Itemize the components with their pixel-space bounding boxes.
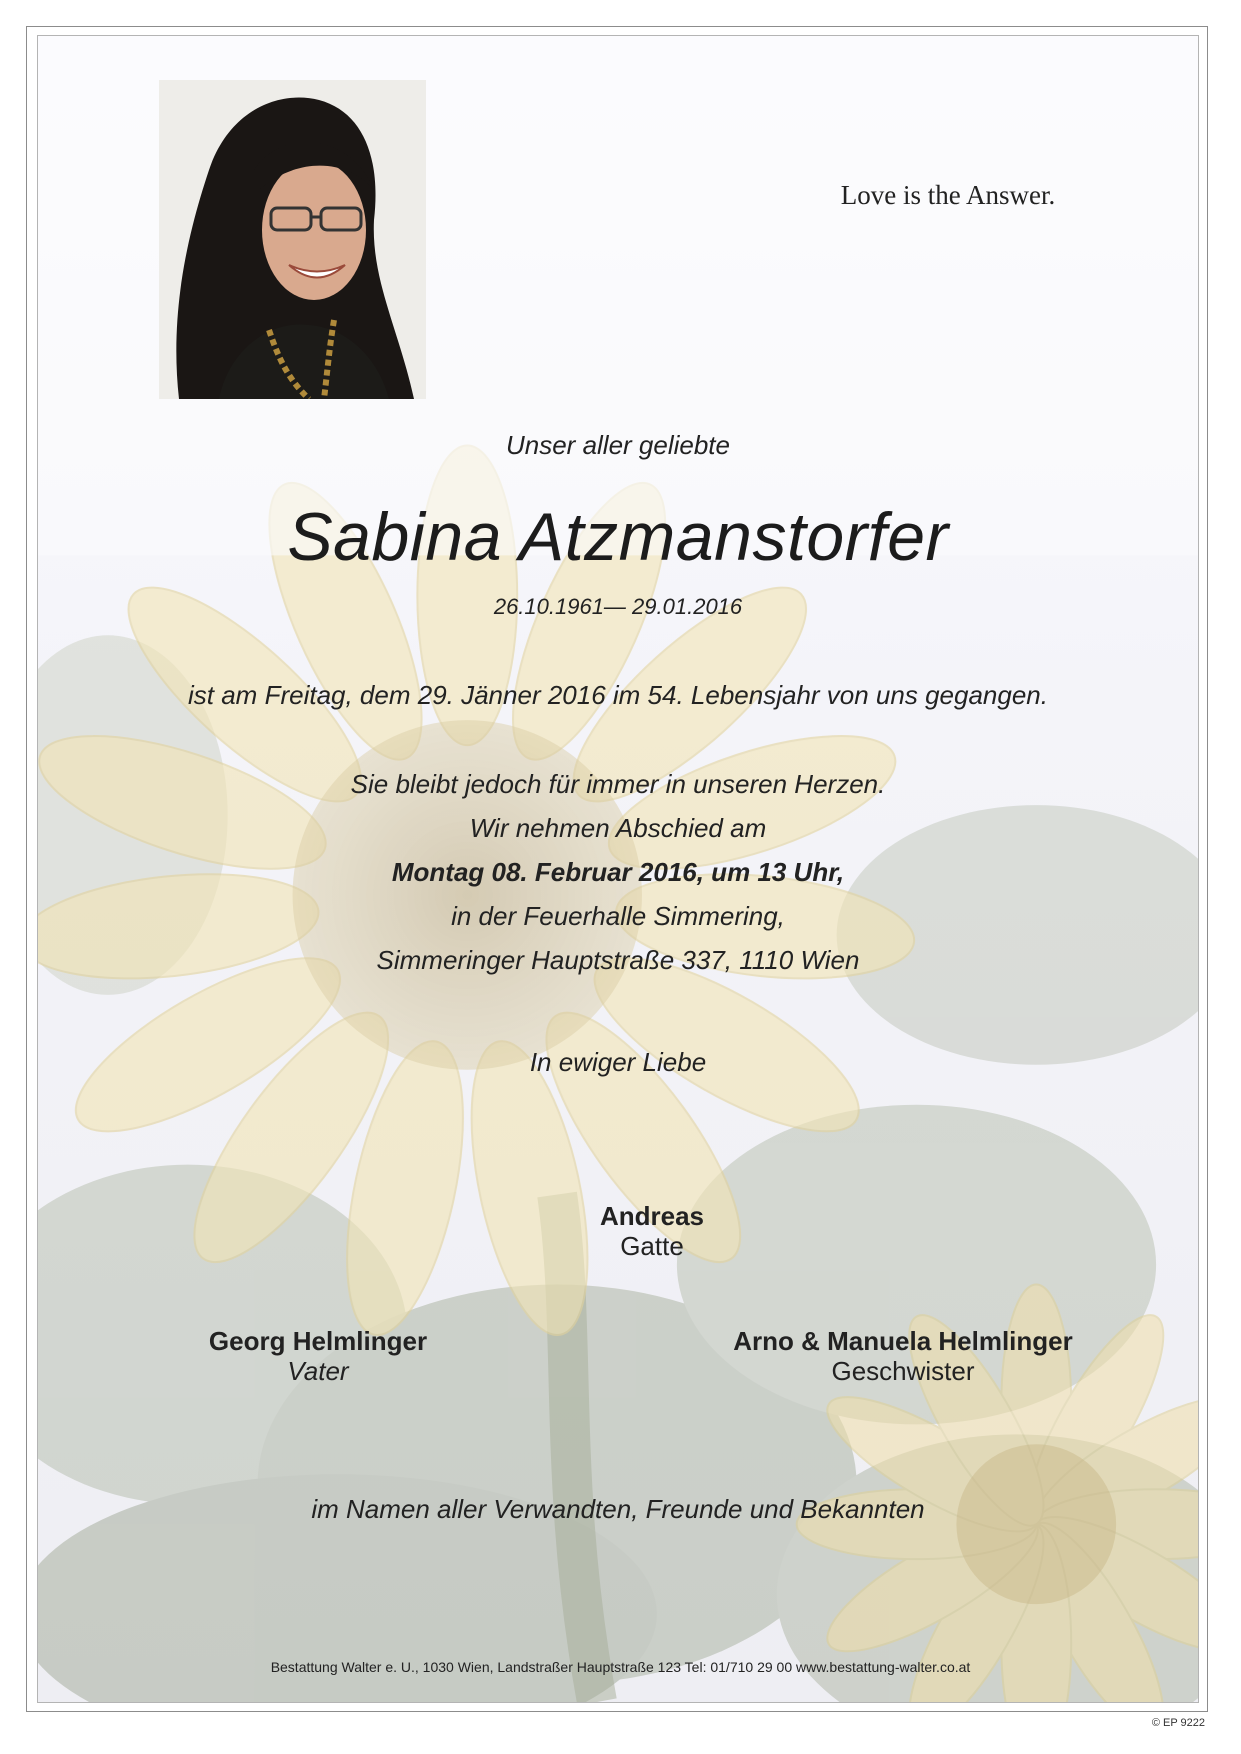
love-line: In ewiger Liebe bbox=[529, 1047, 707, 1077]
ceremony-date-time: Montag 08. Februar 2016, um 13 Uhr, bbox=[391, 857, 845, 887]
mourner-relation: Geschwister bbox=[831, 1356, 975, 1386]
closing-line: im Namen aller Verwandten, Freunde und Bekannten bbox=[311, 1494, 925, 1524]
ceremony-line: Wir nehmen Abschied am bbox=[469, 813, 767, 843]
page-frame bbox=[37, 35, 1199, 1703]
intro-line: Unser aller geliebte bbox=[505, 430, 730, 460]
funeral-home-imprint: Bestattung Walter e. U., 1030 Wien, Landstraßer Hauptstraße 123 Tel: 01/710 29 00 www.bestattung-walter.co.at bbox=[270, 1659, 971, 1675]
obituary-page bbox=[26, 26, 1208, 1712]
passing-statement: ist am Freitag, dem 29. Jänner 2016 im 54. Lebensjahr von uns gegangen. bbox=[188, 680, 1048, 710]
mourner-spouse bbox=[502, 1201, 802, 1261]
ceremony-address: Simmeringer Hauptstraße 337, 1110 Wien bbox=[376, 945, 860, 975]
mourner-relation: Vater bbox=[287, 1356, 349, 1386]
mourner-name: Georg Helmlinger bbox=[208, 1326, 428, 1356]
deceased-name: Sabina Atzmanstorfer bbox=[287, 499, 949, 575]
motto-quote: Love is the Answer. bbox=[840, 180, 1056, 210]
mourner-name: Andreas bbox=[599, 1201, 705, 1231]
life-dates: 26.10.1961— 29.01.2016 bbox=[493, 594, 743, 619]
ceremony-venue: in der Feuerhalle Simmering, bbox=[451, 901, 785, 931]
portrait-photo bbox=[159, 80, 426, 399]
mourner-siblings bbox=[703, 1326, 1103, 1386]
ceremony-details bbox=[38, 762, 1198, 982]
mourner-father bbox=[158, 1326, 478, 1386]
document-code: © EP 9222 bbox=[1151, 1717, 1205, 1729]
mourner-name: Arno & Manuela Helmlinger bbox=[733, 1326, 1073, 1356]
ceremony-line: Sie bleibt jedoch für immer in unseren Herzen. bbox=[350, 769, 886, 799]
mourner-relation: Gatte bbox=[620, 1231, 684, 1261]
